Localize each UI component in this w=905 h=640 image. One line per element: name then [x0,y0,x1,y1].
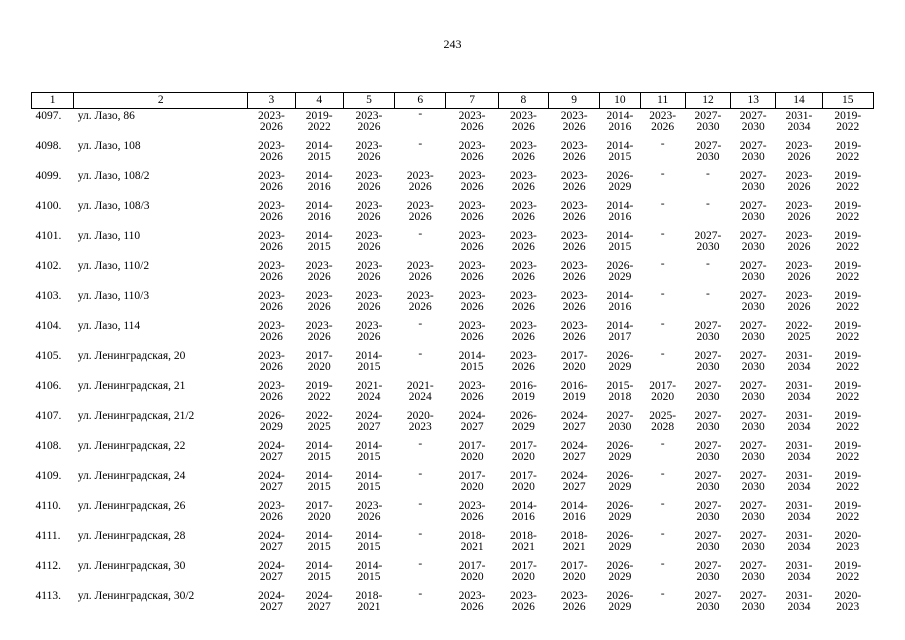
year-range-cell: 2019- 2022 [834,350,862,373]
year-range-cell: - [660,168,665,180]
year-range-cell: 2023- 2026 [406,290,434,313]
year-range-cell: - [660,558,665,570]
table-row [32,559,874,589]
row-number: 4107. [35,410,62,422]
column-header: 7 [446,93,498,109]
year-range-cell: 2026- 2029 [606,590,634,613]
year-range-cell: 2023- 2026 [458,200,486,223]
year-range-cell: 2023- 2026 [355,170,383,193]
row-number: 4098. [35,140,62,152]
year-range-cell: 2023- 2026 [406,260,434,283]
year-range-cell: 2023- 2026 [355,110,383,133]
year-range-cell: 2023- 2026 [305,260,333,283]
year-range-cell: 2024- 2027 [305,590,333,613]
year-range-cell: 2017- 2020 [305,500,333,523]
year-range-cell: 2027- 2030 [739,380,767,403]
row-address: ул. Ленинградская, 20 [77,350,186,362]
year-range-cell: 2027- 2030 [694,350,722,373]
year-range-cell: 2023- 2026 [509,170,537,193]
year-range-cell: 2023- 2026 [509,140,537,163]
year-range-cell: 2017- 2020 [458,470,486,493]
year-range-cell: - [660,138,665,150]
column-header: 11 [640,93,685,109]
year-range-cell: 2031- 2034 [785,560,813,583]
row-address: ул. Ленинградская, 21 [77,380,186,392]
year-range-cell: 2014- 2015 [606,230,634,253]
year-range-cell: 2027- 2030 [739,140,767,163]
row-address: ул. Ленинградская, 21/2 [77,410,195,422]
year-range-cell: 2016- 2019 [560,380,588,403]
column-header: 8 [498,93,548,109]
year-range-cell: 2027- 2030 [739,410,767,433]
year-range-cell: - [418,228,423,240]
year-range-cell: 2017- 2020 [458,560,486,583]
year-range-cell: 2014- 2015 [355,530,383,553]
year-range-cell: 2027- 2030 [739,230,767,253]
year-range-cell: 2027- 2030 [694,440,722,463]
year-range-cell: 2026- 2029 [606,170,634,193]
column-header: 1 [32,93,74,109]
year-range-cell: 2019- 2022 [834,470,862,493]
table-row [32,289,874,319]
year-range-cell: 2023- 2026 [257,140,285,163]
year-range-cell: 2019- 2022 [305,380,333,403]
table-row [32,379,874,409]
row-address: ул. Лазо, 110 [77,230,141,242]
table-row [32,139,874,169]
year-range-cell: 2014- 2017 [606,320,634,343]
year-range-cell: 2023- 2026 [458,590,486,613]
year-range-cell: 2023- 2026 [406,170,434,193]
year-range-cell: 2019- 2022 [834,440,862,463]
year-range-cell: 2023- 2026 [560,230,588,253]
year-range-cell: 2017- 2020 [509,560,537,583]
year-range-cell: 2019- 2022 [834,200,862,223]
year-range-cell: 2024- 2027 [257,560,285,583]
row-address: ул. Ленинградская, 30 [77,560,186,572]
year-range-cell: 2023- 2026 [305,290,333,313]
year-range-cell: 2023- 2026 [257,500,285,523]
table-row [32,589,874,619]
year-range-cell: 2023- 2026 [355,140,383,163]
year-range-cell: 2015- 2018 [606,380,634,403]
year-range-cell: 2023- 2026 [509,230,537,253]
row-number: 4097. [35,110,62,122]
year-range-cell: - [660,258,665,270]
year-range-cell: 2023- 2026 [355,500,383,523]
year-range-cell: 2025- 2028 [649,410,677,433]
year-range-cell: 2017- 2020 [560,560,588,583]
year-range-cell: - [660,468,665,480]
year-range-cell: 2031- 2034 [785,590,813,613]
year-range-cell: 2023- 2026 [355,230,383,253]
year-range-cell: 2023- 2026 [649,110,677,133]
row-address: ул. Ленинградская, 26 [77,500,186,512]
year-range-cell: - [660,288,665,300]
year-range-cell: 2027- 2030 [694,500,722,523]
year-range-cell: 2021- 2024 [355,380,383,403]
year-range-cell: - [418,108,423,120]
year-range-cell: 2027- 2030 [694,140,722,163]
year-range-cell: 2023- 2026 [458,260,486,283]
year-range-cell: 2024- 2027 [257,470,285,493]
year-range-cell: 2024- 2027 [458,410,486,433]
year-range-cell: 2026- 2029 [606,470,634,493]
year-range-cell: 2023- 2026 [257,200,285,223]
row-number: 4104. [35,320,62,332]
year-range-cell: 2014- 2016 [606,290,634,313]
year-range-cell: 2017- 2020 [560,350,588,373]
year-range-cell: 2014- 2015 [458,350,486,373]
page-number: 243 [443,37,462,51]
year-range-cell: 2027- 2030 [694,110,722,133]
row-number: 4113. [35,590,61,602]
table-row [32,199,874,229]
year-range-cell: 2023- 2026 [458,380,486,403]
year-range-cell: 2027- 2030 [739,440,767,463]
year-range-cell: 2023- 2026 [509,350,537,373]
row-number: 4101. [35,230,62,242]
year-range-cell: 2017- 2020 [649,380,677,403]
year-range-cell: - [418,138,423,150]
year-range-cell: 2014- 2015 [305,440,333,463]
year-range-cell: 2023- 2026 [458,290,486,313]
year-range-cell: 2014- 2015 [305,470,333,493]
year-range-cell: 2023- 2026 [785,140,813,163]
year-range-cell: 2027- 2030 [739,170,767,193]
year-range-cell: 2026- 2029 [606,530,634,553]
year-range-cell: 2023- 2026 [560,140,588,163]
row-number: 4109. [35,470,62,482]
table-row [32,529,874,559]
year-range-cell: 2023- 2026 [305,320,333,343]
year-range-cell: 2031- 2034 [785,470,813,493]
year-range-cell: 2027- 2030 [694,320,722,343]
row-address: ул. Лазо, 110/2 [77,260,150,272]
year-range-cell: 2023- 2026 [509,290,537,313]
year-range-cell: 2024- 2027 [560,440,588,463]
year-range-cell: - [418,438,423,450]
year-range-cell: 2027- 2030 [694,530,722,553]
year-range-cell: 2014- 2015 [305,530,333,553]
year-range-cell: - [660,588,665,600]
year-range-cell: 2023- 2026 [785,170,813,193]
year-range-cell: 2018- 2021 [560,530,588,553]
year-range-cell: 2026- 2029 [606,500,634,523]
year-range-cell: 2020- 2023 [834,590,862,613]
year-range-cell: 2026- 2029 [509,410,537,433]
year-range-cell: 2026- 2029 [257,410,285,433]
year-range-cell: 2022- 2025 [785,320,813,343]
year-range-cell: 2014- 2016 [560,500,588,523]
table-row [32,229,874,259]
year-range-cell: 2019- 2022 [305,110,333,133]
row-address: ул. Лазо, 114 [77,320,141,332]
column-header: 12 [685,93,730,109]
year-range-cell: 2016- 2019 [509,380,537,403]
row-address: ул. Лазо, 86 [77,110,135,122]
year-range-cell: 2014- 2016 [606,200,634,223]
year-range-cell: 2019- 2022 [834,170,862,193]
row-address: ул. Лазо, 108/3 [77,200,150,212]
year-range-cell: 2023- 2026 [257,170,285,193]
year-range-cell: 2019- 2022 [834,500,862,523]
year-range-cell: 2027- 2030 [739,200,767,223]
year-range-cell: 2024- 2027 [257,590,285,613]
year-range-cell: 2014- 2015 [355,470,383,493]
year-range-cell: 2027- 2030 [694,470,722,493]
table-row [32,259,874,289]
year-range-cell: 2027- 2030 [739,560,767,583]
row-number: 4103. [35,290,62,302]
year-range-cell: 2014- 2015 [305,230,333,253]
year-range-cell: 2027- 2030 [739,290,767,313]
table-row [32,409,874,439]
year-range-cell: 2014- 2015 [606,140,634,163]
column-header: 4 [295,93,343,109]
table-row [32,349,874,379]
year-range-cell: - [660,348,665,360]
year-range-cell: 2023- 2026 [458,170,486,193]
year-range-cell: 2019- 2022 [834,410,862,433]
year-range-cell: 2023- 2026 [509,590,537,613]
year-range-cell: 2031- 2034 [785,380,813,403]
year-range-cell: 2022- 2025 [305,410,333,433]
column-header: 9 [549,93,600,109]
row-address: ул. Лазо, 110/3 [77,290,150,302]
year-range-cell: 2027- 2030 [694,590,722,613]
year-range-cell: 2031- 2034 [785,110,813,133]
year-range-cell: 2027- 2030 [606,410,634,433]
year-range-cell: 2024- 2027 [355,410,383,433]
year-range-cell: 2017- 2020 [509,470,537,493]
year-range-cell: 2023- 2026 [355,290,383,313]
year-range-cell: 2023- 2026 [509,320,537,343]
row-address: ул. Лазо, 108 [77,140,141,152]
year-range-cell: 2023- 2026 [509,260,537,283]
year-range-cell: 2023- 2026 [509,110,537,133]
year-range-cell: 2014- 2015 [355,440,383,463]
year-range-cell: 2026- 2029 [606,560,634,583]
year-range-cell: 2023- 2026 [458,230,486,253]
column-header: 10 [600,93,640,109]
year-range-cell: - [418,498,423,510]
year-range-cell: 2023- 2026 [355,260,383,283]
year-range-cell: - [660,228,665,240]
year-range-cell: 2027- 2030 [739,470,767,493]
year-range-cell: - [706,168,710,180]
row-number: 4112. [35,560,61,572]
table-row [32,319,874,349]
year-range-cell: 2020- 2023 [406,410,434,433]
table-row [32,439,874,469]
year-range-cell: 2027- 2030 [694,380,722,403]
year-range-cell: 2023- 2026 [458,320,486,343]
row-address: ул. Лазо, 108/2 [77,170,150,182]
row-number: 4106. [35,380,62,392]
year-range-cell: 2023- 2026 [257,230,285,253]
year-range-cell: 2023- 2026 [560,590,588,613]
year-range-cell: 2031- 2034 [785,440,813,463]
row-number: 4102. [35,260,62,272]
year-range-cell: 2027- 2030 [739,320,767,343]
year-range-cell: 2027- 2030 [739,110,767,133]
year-range-cell: 2024- 2027 [560,410,588,433]
row-number: 4111. [35,530,61,542]
column-header: 14 [776,93,822,109]
year-range-cell: 2023- 2026 [406,200,434,223]
table-header-row [32,93,874,109]
year-range-cell: 2019- 2022 [834,380,862,403]
year-range-cell: 2031- 2034 [785,410,813,433]
year-range-cell: 2023- 2026 [458,140,486,163]
column-header: 5 [343,93,394,109]
year-range-cell: 2014- 2015 [305,140,333,163]
year-range-cell: 2014- 2016 [509,500,537,523]
row-number: 4100. [35,200,62,212]
row-address: ул. Ленинградская, 30/2 [77,590,195,602]
year-range-cell: 2024- 2027 [257,440,285,463]
row-address: ул. Ленинградская, 22 [77,440,186,452]
column-header: 3 [248,93,295,109]
year-range-cell: 2018- 2021 [509,530,537,553]
year-range-cell: - [660,498,665,510]
row-number: 4105. [35,350,62,362]
year-range-cell: 2023- 2026 [560,320,588,343]
year-range-cell: 2027- 2030 [739,590,767,613]
year-range-cell: 2019- 2022 [834,140,862,163]
year-range-cell: - [706,258,710,270]
table-row [32,499,874,529]
column-header: 13 [731,93,776,109]
year-range-cell: 2019- 2022 [834,110,862,133]
year-range-cell: 2023- 2026 [785,230,813,253]
row-number: 4099. [35,170,62,182]
year-range-cell: 2026- 2029 [606,260,634,283]
year-range-cell: 2027- 2030 [694,230,722,253]
column-header: 15 [822,93,873,109]
year-range-cell: 2027- 2030 [694,560,722,583]
year-range-cell: 2014- 2015 [305,560,333,583]
year-range-cell: 2019- 2022 [834,560,862,583]
year-range-cell: - [418,318,423,330]
year-range-cell: 2017- 2020 [509,440,537,463]
year-range-cell: 2031- 2034 [785,530,813,553]
year-range-cell: 2014- 2015 [355,350,383,373]
year-range-cell: - [660,528,665,540]
table-row [32,469,874,499]
year-range-cell: 2018- 2021 [458,530,486,553]
year-range-cell: 2014- 2016 [305,170,333,193]
year-range-cell: 2017- 2020 [305,350,333,373]
year-range-cell: 2031- 2034 [785,350,813,373]
year-range-cell: 2023- 2026 [355,320,383,343]
year-range-cell: 2023- 2026 [785,290,813,313]
year-range-cell: 2026- 2029 [606,350,634,373]
year-range-cell: 2023- 2026 [509,200,537,223]
year-range-cell: 2023- 2026 [257,110,285,133]
year-range-cell: 2019- 2022 [834,230,862,253]
year-range-cell: - [418,558,423,570]
year-range-cell: 2018- 2021 [355,590,383,613]
year-range-cell: 2023- 2026 [560,170,588,193]
year-range-cell: 2019- 2022 [834,320,862,343]
year-range-cell: - [706,198,710,210]
year-range-cell: 2023- 2026 [458,110,486,133]
column-header: 2 [74,93,248,109]
year-range-cell: 2014- 2016 [305,200,333,223]
schedule-table [31,92,874,619]
year-range-cell: 2023- 2026 [785,200,813,223]
year-range-cell: - [418,528,423,540]
year-range-cell: 2023- 2026 [560,260,588,283]
year-range-cell: 2023- 2026 [785,260,813,283]
year-range-cell: - [660,438,665,450]
year-range-cell: 2023- 2026 [257,380,285,403]
row-address: ул. Ленинградская, 24 [77,470,186,482]
year-range-cell: - [706,288,710,300]
year-range-cell: 2031- 2034 [785,500,813,523]
year-range-cell: - [418,588,423,600]
year-range-cell: 2027- 2030 [739,350,767,373]
table-row [32,109,874,140]
table-row [32,169,874,199]
year-range-cell: - [418,468,423,480]
year-range-cell: 2020- 2023 [834,530,862,553]
year-range-cell: 2023- 2026 [560,290,588,313]
year-range-cell: 2027- 2030 [694,410,722,433]
year-range-cell: 2023- 2026 [560,110,588,133]
year-range-cell: 2017- 2020 [458,440,486,463]
row-address: ул. Ленинградская, 28 [77,530,186,542]
year-range-cell: 2014- 2016 [606,110,634,133]
year-range-cell: 2026- 2029 [606,440,634,463]
year-range-cell: - [418,348,423,360]
year-range-cell: - [660,198,665,210]
year-range-cell: 2023- 2026 [560,200,588,223]
year-range-cell: 2014- 2015 [355,560,383,583]
year-range-cell: 2023- 2026 [355,200,383,223]
row-number: 4110. [35,500,61,512]
year-range-cell: 2023- 2026 [257,260,285,283]
year-range-cell: 2024- 2027 [257,530,285,553]
year-range-cell: 2024- 2027 [560,470,588,493]
year-range-cell: 2019- 2022 [834,290,862,313]
year-range-cell: 2023- 2026 [257,320,285,343]
year-range-cell: - [660,318,665,330]
row-number: 4108. [35,440,62,452]
year-range-cell: 2023- 2026 [458,500,486,523]
column-header: 6 [395,93,446,109]
year-range-cell: 2027- 2030 [739,260,767,283]
year-range-cell: 2027- 2030 [739,530,767,553]
year-range-cell: 2023- 2026 [257,290,285,313]
year-range-cell: 2019- 2022 [834,260,862,283]
year-range-cell: 2023- 2026 [257,350,285,373]
year-range-cell: 2021- 2024 [406,380,434,403]
year-range-cell: 2027- 2030 [739,500,767,523]
